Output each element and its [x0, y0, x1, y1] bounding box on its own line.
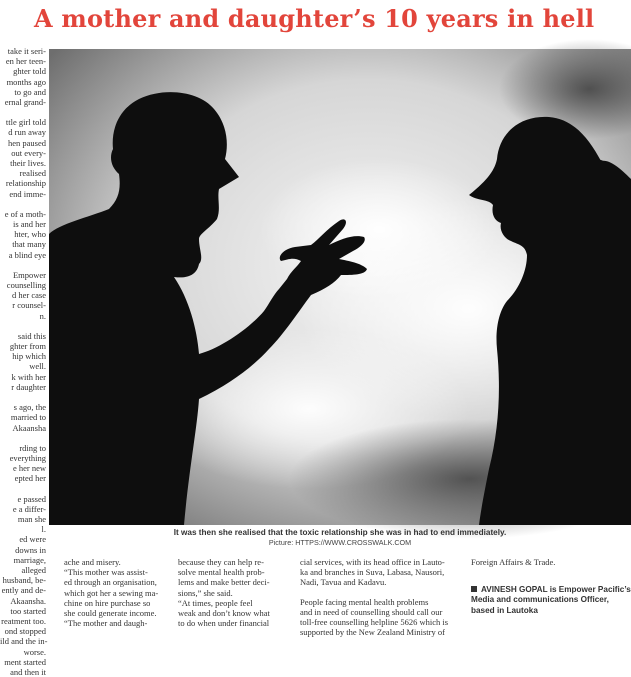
- left-column-line: ernal grand-: [4, 97, 46, 108]
- body-column-line: to do when under financial: [178, 618, 270, 629]
- body-column-line: [300, 588, 460, 597]
- left-column-line: Akaansha: [12, 422, 46, 433]
- photo-caption: It was then she realised that the toxic relationship she was in had to end immediately.: [173, 528, 507, 537]
- left-column-line: is and her: [12, 219, 46, 230]
- left-column-line: relationship: [5, 178, 46, 189]
- left-column-line: [0, 321, 46, 331]
- left-column-line: to go and: [14, 86, 46, 97]
- body-column-line: lems and make better deci-: [178, 577, 270, 588]
- body-column-line: “This mother was assist-: [64, 567, 148, 578]
- body-column-line: because they can help re-: [178, 557, 264, 567]
- left-column-line: e her new: [12, 463, 46, 474]
- left-column-line: [0, 260, 46, 270]
- body-column-line: ache and misery.: [64, 557, 121, 567]
- left-column-line: d run away: [8, 127, 46, 138]
- body-column-line: chine on hire purchase so: [64, 597, 151, 608]
- body-column-line: which got her a sewing ma-: [64, 587, 159, 598]
- body-column-line: “The mother and daugh-: [64, 618, 148, 629]
- body-column-line: toll-free counselling helpline 5626 which is: [300, 617, 449, 628]
- body-column-1: [64, 557, 168, 630]
- left-column-line: e passed: [17, 493, 46, 504]
- left-column-line: ment started: [4, 656, 46, 667]
- left-column-line: everything: [9, 452, 46, 463]
- silhouette-photo: [49, 49, 631, 525]
- body-column-line: sions,” she said.: [178, 587, 233, 598]
- left-column-line: r daughter: [11, 381, 46, 392]
- author-description: Media and communications Officer,: [471, 595, 609, 605]
- left-column-line: that many: [12, 239, 46, 250]
- body-column-line: People facing mental health problems: [300, 596, 429, 607]
- left-column-line: ghter from: [9, 341, 46, 352]
- body-column-line: Foreign Affairs & Trade.: [471, 557, 556, 567]
- left-column-line: hen paused: [7, 137, 46, 148]
- left-column-line: alleged: [21, 564, 46, 575]
- left-column-line: a blind eye: [8, 249, 46, 260]
- author-byline: [471, 585, 631, 616]
- left-column-text: [0, 46, 48, 677]
- left-column-line: [0, 107, 46, 117]
- left-column-line: rding to: [19, 442, 46, 453]
- left-column-line: ond stopped: [4, 626, 46, 637]
- left-column-line: [0, 392, 46, 402]
- body-column-line: supported by the New Zealand Ministry of: [300, 627, 445, 638]
- left-column-line: ttle girl told: [5, 117, 46, 128]
- body-column-line: [471, 567, 631, 576]
- left-column-line: epted her: [14, 473, 46, 484]
- author-name: AVINESH GOPAL: [481, 585, 548, 595]
- left-column-line: d her case: [12, 290, 46, 301]
- photo-graphic: [49, 49, 631, 525]
- left-column-line: married to: [10, 412, 46, 423]
- left-column-line: e a differ-: [12, 503, 46, 514]
- left-column-line: out every-: [11, 147, 46, 158]
- left-column-line: ently and de-: [1, 585, 46, 596]
- left-column-line: hip which: [12, 351, 46, 362]
- left-column-line: ed were: [19, 534, 46, 545]
- left-column-line: ghter told: [13, 66, 46, 77]
- left-column-line: take it seri-: [7, 46, 46, 56]
- author-description: based in Lautoka: [471, 605, 538, 615]
- left-column-line: en her teen-: [5, 56, 46, 67]
- body-column-line: [471, 576, 631, 585]
- body-column-line: Nadi, Tavua and Kadavu.: [300, 577, 387, 588]
- body-column-2: [178, 557, 286, 630]
- body-column-line: she could generate income.: [64, 608, 157, 619]
- body-column-4: [471, 557, 631, 630]
- left-column-line: their lives.: [10, 158, 46, 169]
- body-column-line: ed through an organisation,: [64, 577, 157, 588]
- body-column-line: weak and don’t know what: [178, 608, 270, 619]
- left-column-line: ild and the in-: [0, 636, 48, 647]
- photo-credit: Picture: HTTPS://WWW.CROSSWALK.COM: [268, 538, 412, 547]
- left-column-line: well.: [29, 361, 46, 372]
- left-column-line: [0, 433, 46, 443]
- author-description: is Empower Pacific’s: [547, 585, 631, 595]
- square-bullet-icon: [471, 586, 477, 592]
- left-column-line: Empower: [12, 269, 46, 280]
- left-column-line: e of a moth-: [4, 208, 46, 219]
- body-column-line: cial services, with its head office in Lauto-: [300, 557, 445, 567]
- headline: A mother and daughter’s 10 years in hell: [34, 4, 595, 33]
- left-column-line: k with her: [11, 371, 46, 382]
- left-column-line: counselling: [6, 280, 46, 291]
- left-column-line: hter, who: [14, 229, 46, 240]
- left-column-line: [0, 199, 46, 209]
- left-column-line: reatment too.: [1, 615, 46, 626]
- left-column-line: l.: [41, 524, 46, 535]
- left-column-line: downs in: [15, 544, 46, 555]
- left-column-line: months ago: [6, 76, 46, 87]
- body-column-3: [300, 557, 460, 638]
- left-column-line: and then it: [10, 666, 46, 677]
- left-column-line: husband, be-: [2, 575, 46, 586]
- left-column-line: realised: [19, 168, 46, 179]
- left-column-line: too started: [10, 605, 46, 616]
- body-column-line: ka and branches in Suva, Labasa, Nausori,: [300, 567, 445, 578]
- left-column-line: said this: [17, 330, 46, 341]
- body-column-line: and in need of counselling should call our: [300, 606, 443, 617]
- left-column-line: [0, 484, 46, 494]
- left-column-line: worse.: [23, 646, 46, 657]
- body-column-line: “At times, people feel: [178, 597, 253, 608]
- left-column-line: n.: [39, 310, 46, 321]
- left-column-line: s ago, the: [13, 402, 46, 413]
- left-column-line: end imme-: [9, 188, 46, 199]
- left-column-line: marriage,: [13, 554, 46, 565]
- left-column-line: r counsel-: [12, 300, 46, 311]
- left-column-line: Akaansha.: [10, 595, 46, 606]
- body-column-line: solve mental health prob-: [178, 567, 265, 578]
- left-column-line: man she: [17, 513, 46, 524]
